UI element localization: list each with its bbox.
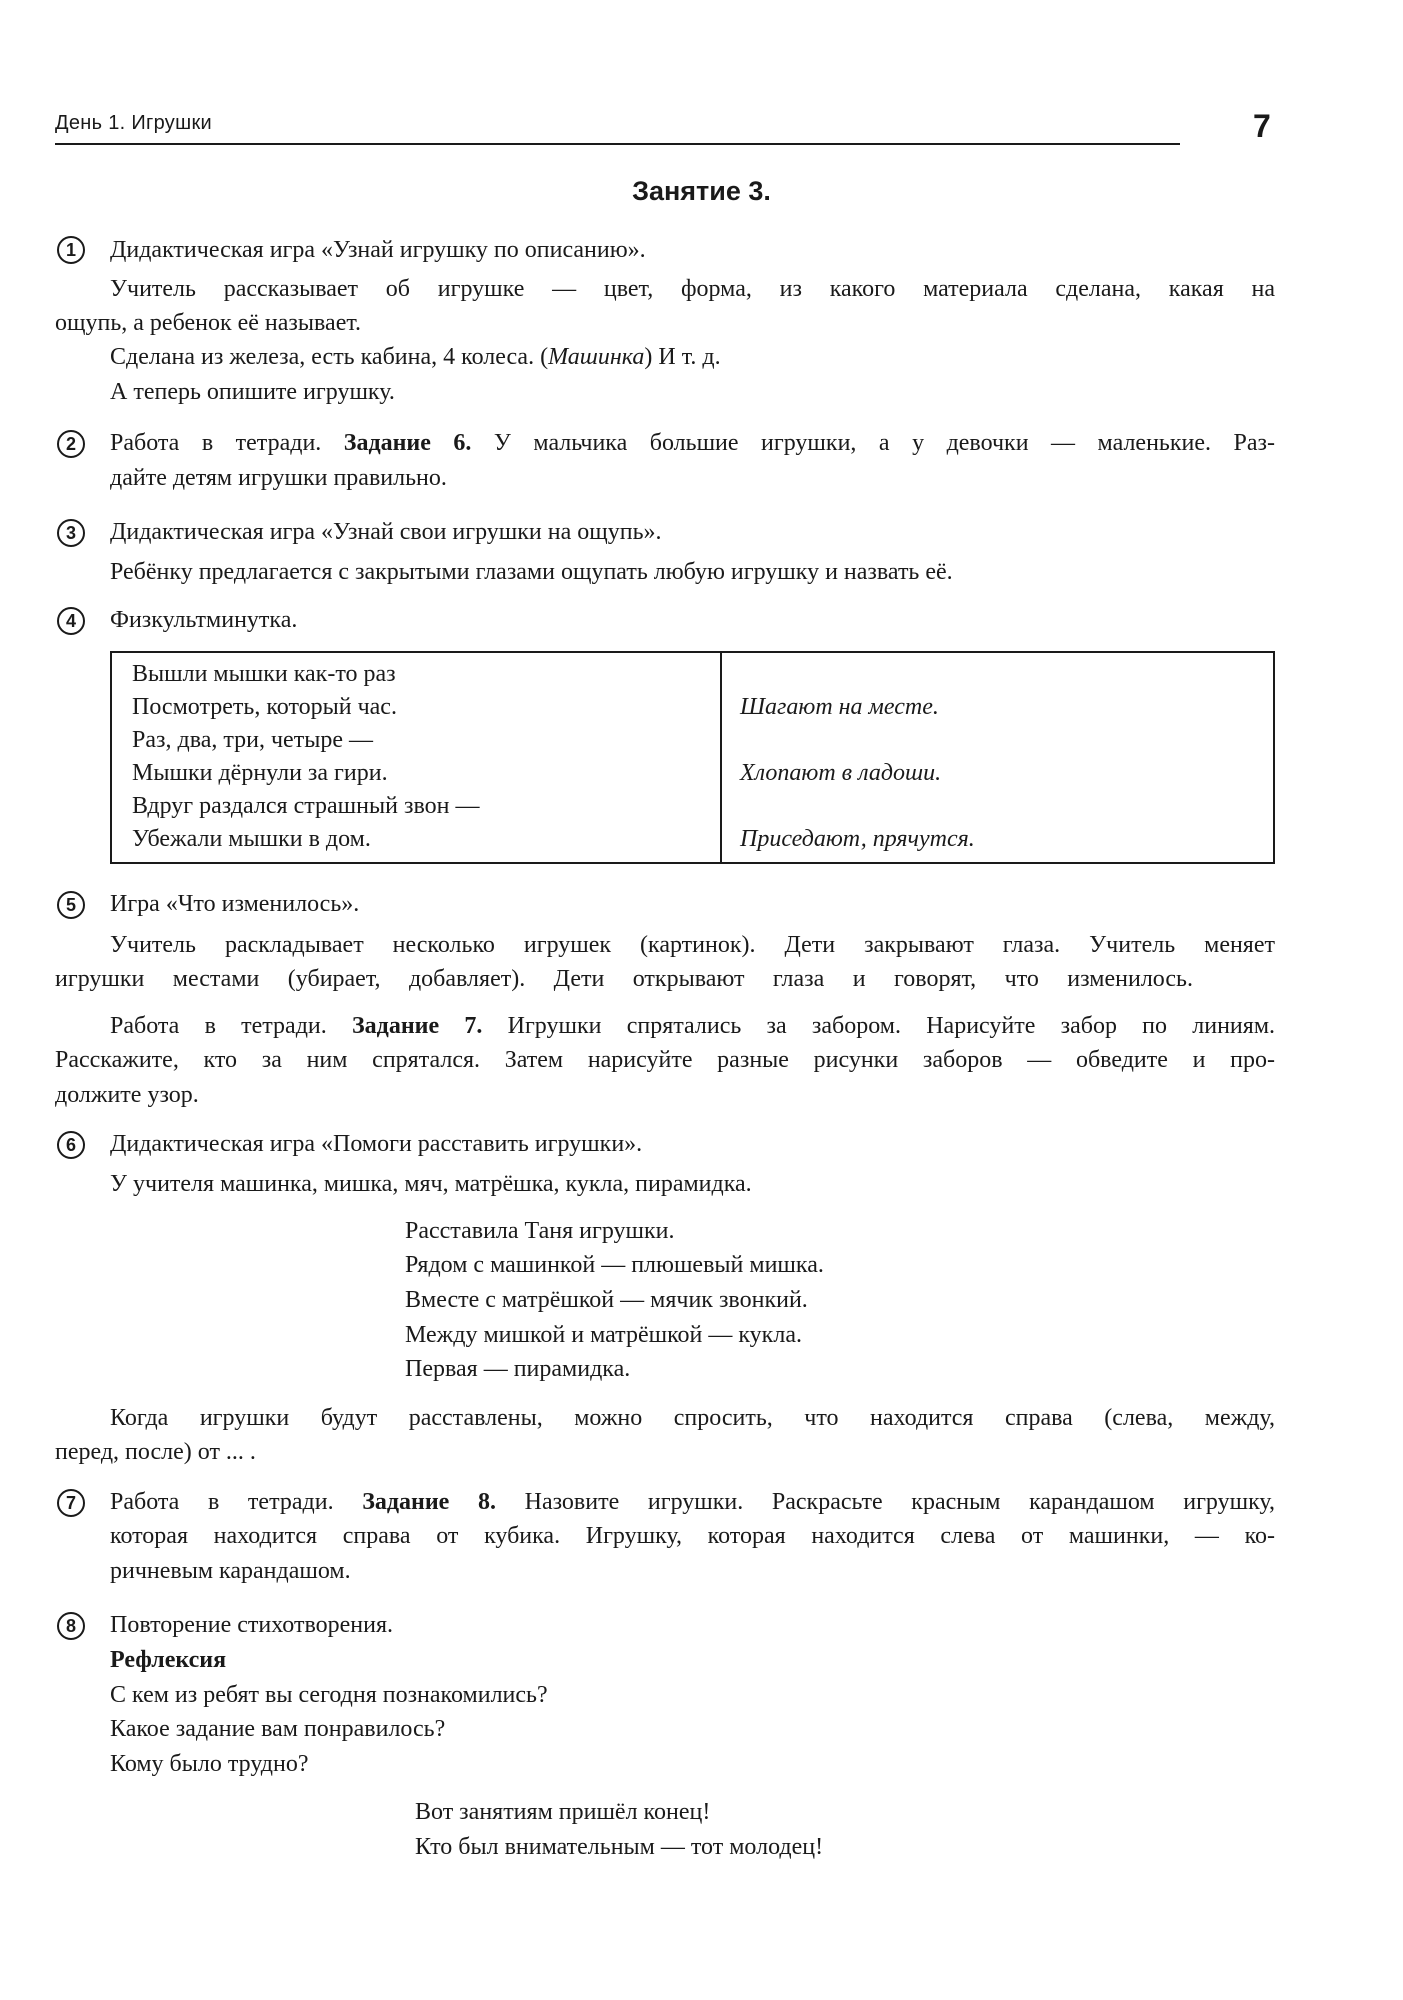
running-header: День 1. Игрушки — [55, 112, 212, 134]
movement-instruction: Хлопают в ладоши. — [740, 760, 942, 786]
poem-line: Раз, два, три, четыре — — [132, 727, 373, 753]
lesson-title: Занятие 3. — [632, 176, 771, 206]
poem-line: Мышки дёрнули за гири. — [132, 760, 388, 786]
step-number-badge: 4 — [57, 607, 85, 635]
reflection-subheading: Рефлексия — [110, 1647, 227, 1673]
step-3-text-line: Ребёнку предлагается с закрытыми глазами ощупать любую игрушку и назвать её. — [110, 559, 953, 585]
step-7-text-line: Работа в тетради. Задание 8. Назовите игрушки. Раскрасьте красным карандашом игрушку, — [110, 1489, 1275, 1515]
page-number: 7 — [1253, 108, 1271, 144]
step-1-example: Сделана из железа, есть кабина, 4 колеса. (Машинка) И т. д. — [110, 344, 721, 370]
step-1-text-line: ощупь, а ребенок её называет. — [55, 310, 362, 336]
step-7-text-line: ричневым карандашом. — [110, 1558, 351, 1584]
header-rule — [55, 143, 1180, 145]
poem-line: Вдруг раздался страшный звон — — [132, 793, 480, 819]
poem-line: Посмотреть, который час. — [132, 694, 397, 720]
reflection-question: С кем из ребят вы сегодня познакомились? — [110, 1682, 548, 1708]
reflection-question: Кому было трудно? — [110, 1751, 309, 1777]
step-number-badge: 8 — [57, 1612, 85, 1640]
exercise-poem-table — [110, 651, 1275, 864]
poem-line: Вышли мышки как-то раз — [132, 661, 396, 687]
step-6-text-line: перед, после) от ... . — [55, 1439, 256, 1465]
step-5-text-line: Работа в тетради. Задание 7. Игрушки спрятались за забором. Нарисуйте забор по линиям. — [110, 1013, 1275, 1039]
step-number-badge: 1 — [57, 236, 85, 264]
step-6-text-line: У учителя машинка, мишка, мяч, матрёшка, кукла, пирамидка. — [110, 1171, 752, 1197]
step-8-title: Повторение стихотворения. — [110, 1612, 394, 1638]
poem-line: Рядом с машинкой — плюшевый мишка. — [405, 1252, 824, 1278]
step-1-text-line: Учитель рассказывает об игрушке — цвет, форма, из какого материала сделана, какая на — [110, 276, 1275, 302]
step-5-text-line: игрушки местами (убирает, добавляет). Дети открывают глаза и говорят, что изменилось. — [55, 966, 1193, 992]
step-1-title: Дидактическая игра «Узнай игрушку по описанию». — [110, 237, 646, 263]
step-3-title: Дидактическая игра «Узнай свои игрушки на ощупь». — [110, 519, 662, 545]
step-5-text-line: Учитель раскладывает несколько игрушек (картинок). Дети закрывают глаза. Учитель меняет — [110, 932, 1275, 958]
step-number-badge: 3 — [57, 519, 85, 547]
closing-verse-line: Вот занятиям пришёл конец! — [415, 1799, 711, 1825]
step-6-text-line: Когда игрушки будут расставлены, можно спросить, что находится справа (слева, между, — [110, 1405, 1275, 1431]
step-number-badge: 7 — [57, 1489, 85, 1517]
closing-verse-line: Кто был внимательным — тот молодец! — [415, 1834, 824, 1860]
step-number-badge: 2 — [57, 430, 85, 458]
movement-instruction: Приседают, прячутся. — [740, 826, 975, 852]
step-5-title: Игра «Что изменилось». — [110, 891, 360, 917]
movement-instruction: Шагают на месте. — [740, 694, 939, 720]
poem-line: Расставила Таня игрушки. — [405, 1218, 675, 1244]
step-2-text-line: Работа в тетради. Задание 6. У мальчика большие игрушки, а у девочки — маленькие. Раз- — [110, 430, 1275, 456]
step-7-text-line: которая находится справа от кубика. Игрушку, которая находится слева от машинки, — ко- — [110, 1523, 1275, 1549]
step-1-text-line: А теперь опишите игрушку. — [110, 379, 395, 405]
poem-line: Убежали мышки в дом. — [132, 826, 371, 852]
poem-line: Между мишкой и матрёшкой — кукла. — [405, 1322, 802, 1348]
step-2-text-line: дайте детям игрушки правильно. — [110, 465, 447, 491]
table-divider — [720, 653, 722, 862]
step-6-title: Дидактическая игра «Помоги расставить игрушки». — [110, 1131, 643, 1157]
step-number-badge: 6 — [57, 1131, 85, 1159]
step-number-badge: 5 — [57, 891, 85, 919]
step-5-text-line: должите узор. — [55, 1082, 199, 1108]
reflection-question: Какое задание вам понравилось? — [110, 1716, 446, 1742]
step-4-title: Физкультминутка. — [110, 607, 298, 633]
step-5-text-line: Расскажите, кто за ним спрятался. Затем нарисуйте разные рисунки заборов — обведите и про- — [55, 1047, 1275, 1073]
poem-line: Первая — пирамидка. — [405, 1356, 631, 1382]
poem-line: Вместе с матрёшкой — мячик звонкий. — [405, 1287, 808, 1313]
